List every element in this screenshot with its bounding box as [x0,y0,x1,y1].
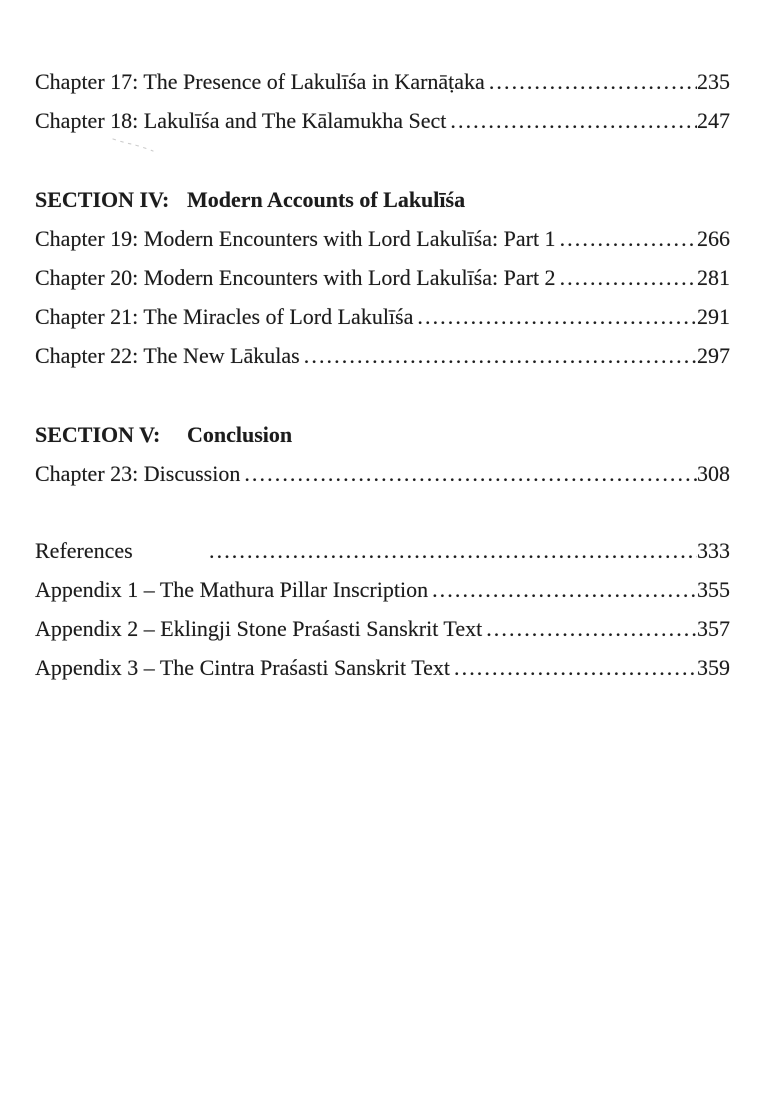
page-number: 297 [697,343,730,368]
toc-entry-chapter-21 [35,297,730,336]
dot-leader [560,219,697,258]
dot-leader [486,609,697,648]
toc-content [35,62,730,687]
toc-entry-label: Appendix 3 – The Cintra Praśasti Sanskrit Text [35,655,450,680]
toc-entry-appendix-2 [35,609,730,648]
toc-entry-label: Chapter 19: Modern Encounters with Lord Lakulīśa: Part 1 [35,226,556,251]
toc-entry-references [35,531,730,570]
section-label: SECTION IV: [35,187,170,212]
page-number: 281 [697,265,730,290]
dot-leader [450,101,697,140]
dot-leader [560,258,697,297]
toc-entry-chapter-22 [35,336,730,375]
section-heading-v [35,415,730,454]
dot-leader [489,62,697,101]
toc-entry-chapter-19 [35,219,730,258]
toc-entry-chapter-18 [35,101,730,140]
dot-leader [209,531,697,570]
toc-entry-appendix-1 [35,570,730,609]
toc-entry-label: Appendix 1 – The Mathura Pillar Inscription [35,577,429,602]
dot-leader [304,336,697,375]
toc-entry-appendix-3 [35,648,730,687]
dot-leader [454,648,697,687]
page-number: 359 [697,655,730,680]
page-number: 355 [697,577,730,602]
toc-entry-label: Chapter 17: The Presence of Lakulīśa in Karnāṭaka [35,69,485,94]
toc-entry-label: Chapter 21: The Miracles of Lord Lakulīśa [35,304,414,329]
page-number: 266 [697,226,730,251]
section-label: SECTION V: [35,422,161,447]
toc-entry-label: Chapter 22: The New Lākulas [35,343,300,368]
dot-leader [432,570,697,609]
section-title: Modern Accounts of Lakulīśa [187,187,466,212]
toc-entry-label: Chapter 23: Discussion [35,461,241,486]
page-number: 333 [697,538,730,563]
toc-entry-label: Chapter 20: Modern Encounters with Lord Lakulīśa: Part 2 [35,265,556,290]
page-number: 235 [697,69,730,94]
page-number: 291 [697,304,730,329]
toc-entry-chapter-23 [35,454,730,493]
page-number: 247 [697,108,730,133]
toc-entry-chapter-17 [35,62,730,101]
section-heading-iv [35,180,730,219]
toc-entry-label: References [35,538,133,563]
toc-entry-label: Chapter 18: Lakulīśa and The Kālamukha Sect [35,108,447,133]
dot-leader [417,297,697,336]
toc-entry-chapter-20 [35,258,730,297]
page-number: 357 [697,616,730,641]
page-number: 308 [697,461,730,486]
toc-entry-label: Appendix 2 – Eklingji Stone Praśasti Sanskrit Text [35,616,483,641]
dot-leader [244,454,697,493]
section-title: Conclusion [187,422,293,447]
